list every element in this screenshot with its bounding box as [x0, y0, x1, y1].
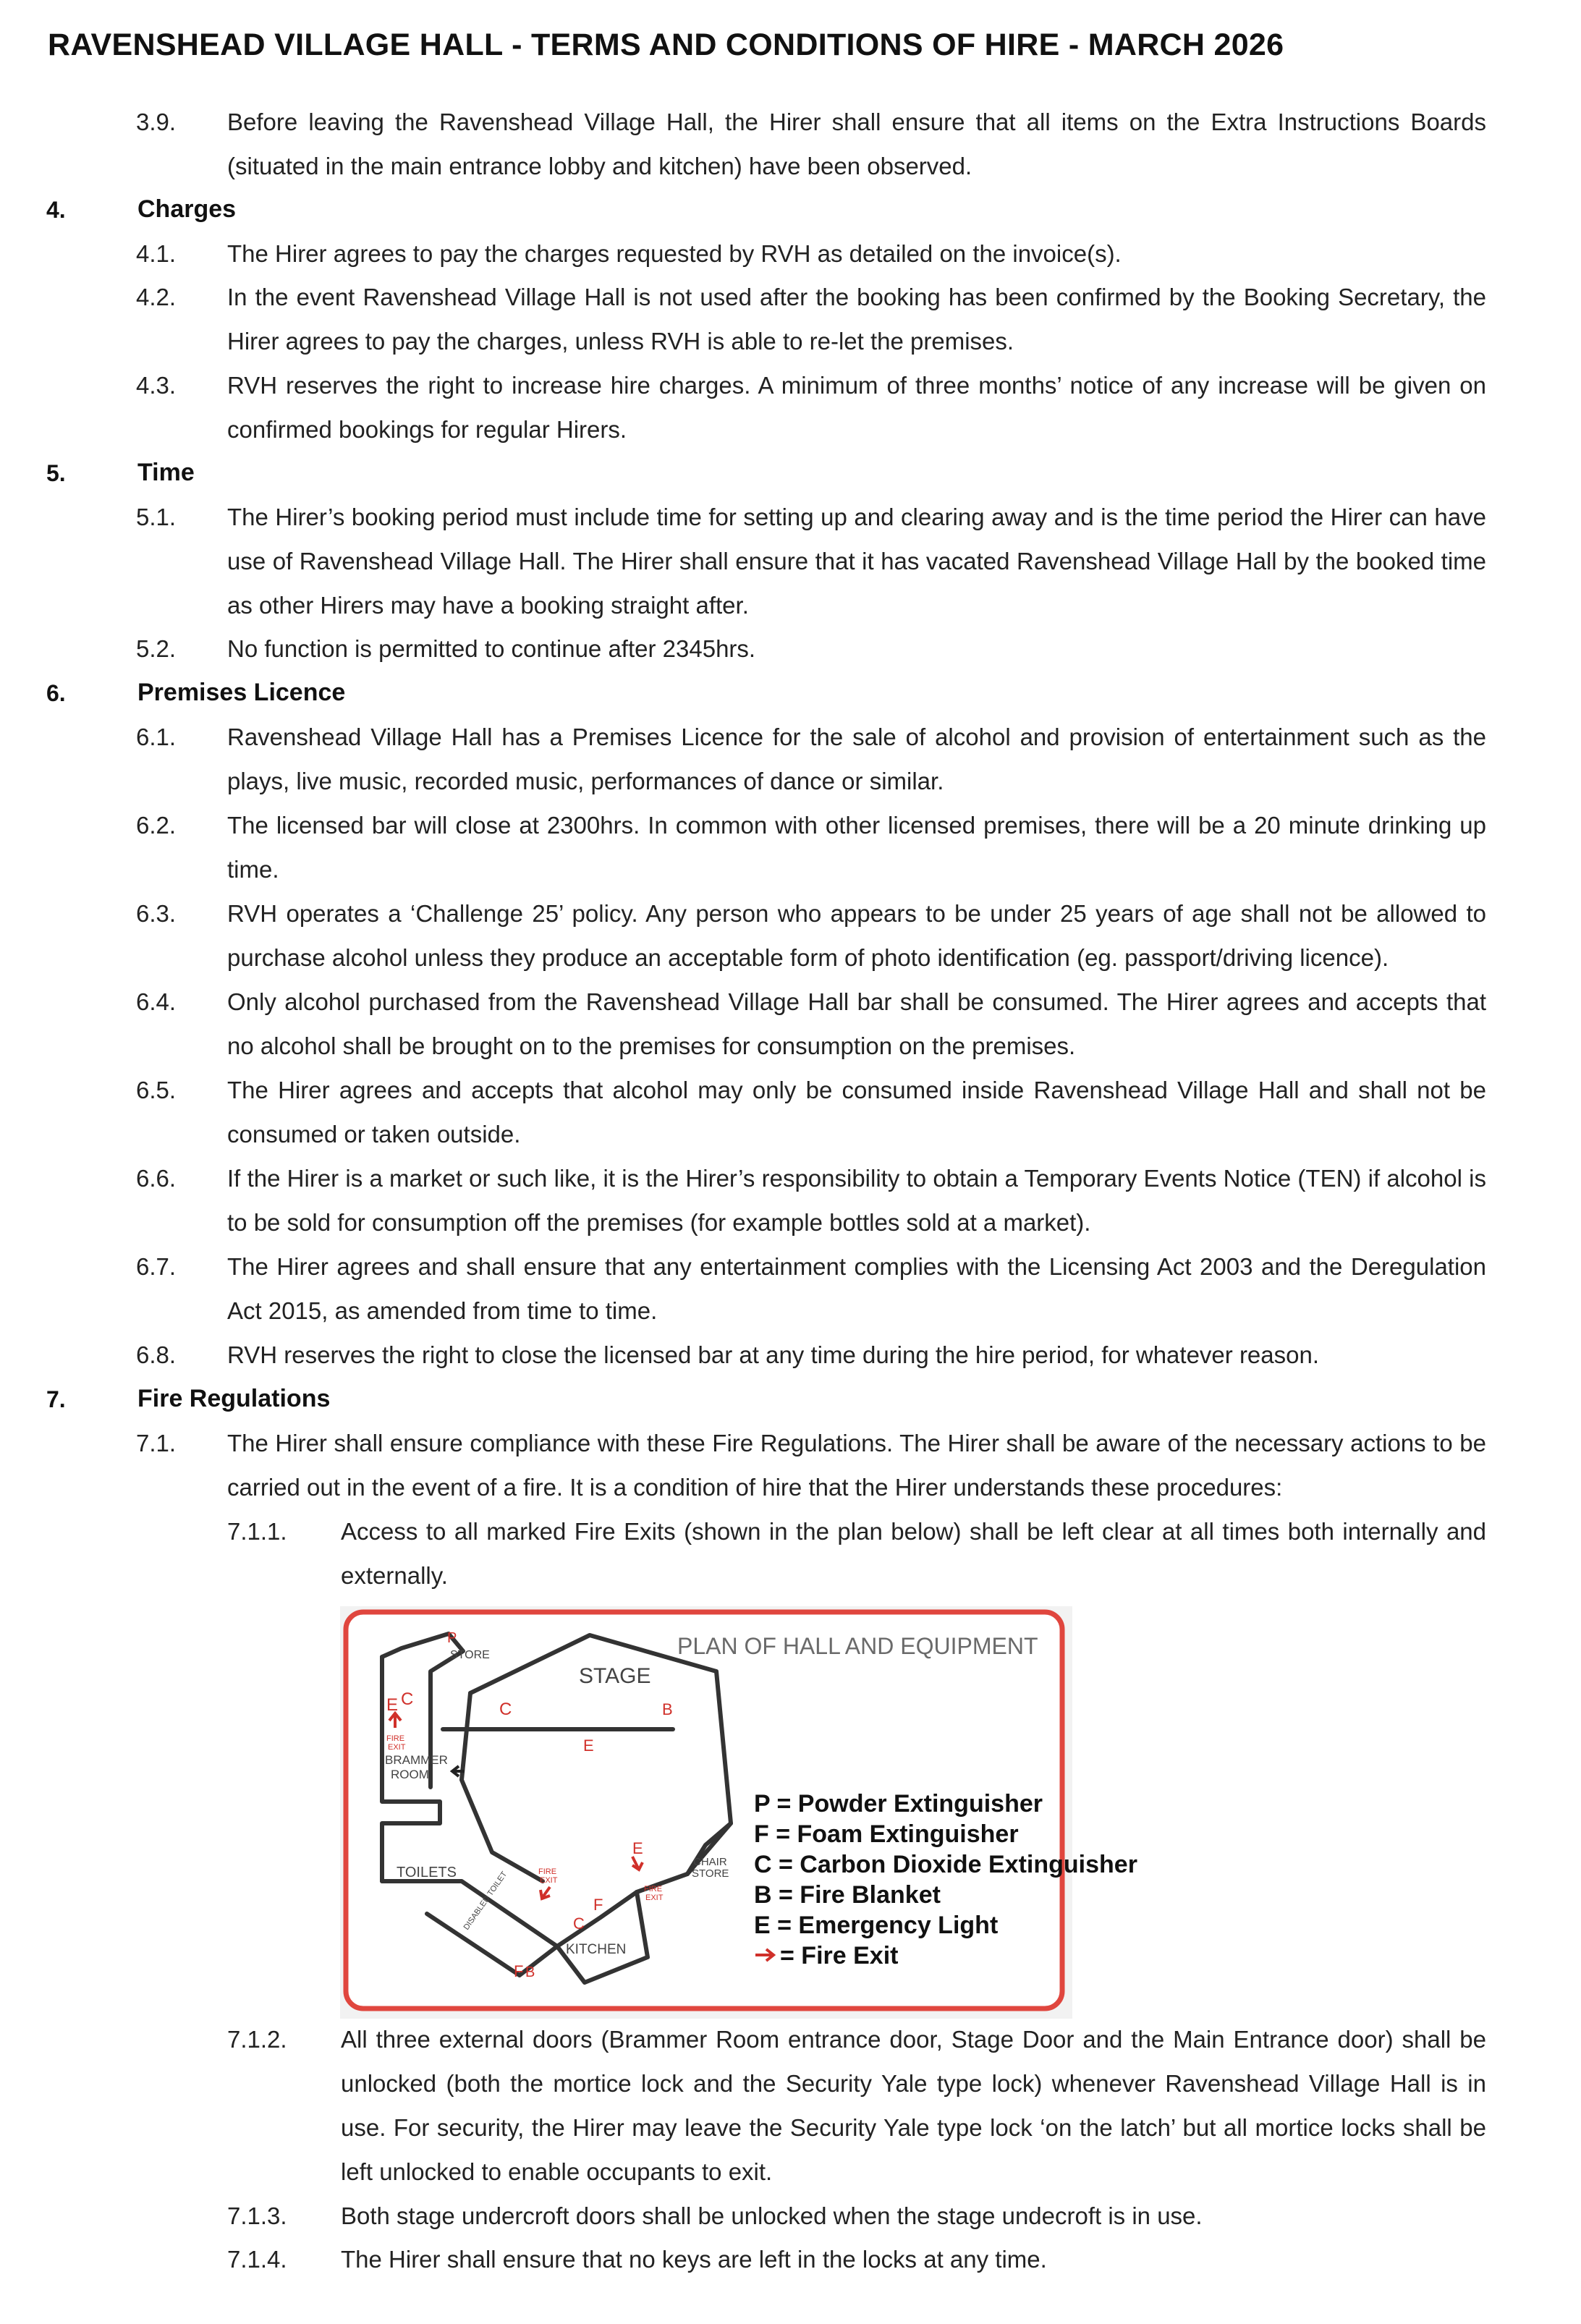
subclause-number: 7.1.4. [227, 2246, 287, 2273]
store-label: STORE [450, 1649, 490, 1661]
clause-text: RVH reserves the right to close the licensed bar at any time during the hire period, for whatever reason. [227, 1341, 1320, 1368]
legend-light: E = Emergency Light [754, 1912, 999, 1939]
emergency-light-mark: E [583, 1736, 594, 1755]
section-title: Premises Licence [137, 679, 346, 706]
legend-powder: P = Powder Extinguisher [754, 1790, 1043, 1818]
clause-text: RVH reserves the right to increase hire charges. A minimum of three months’ notice of any increase will be given on confirmed bookings for regular Hirers. [227, 372, 1486, 443]
legend-fire-exit: = Fire Exit [780, 1942, 899, 1969]
co2-extinguisher-mark: C [401, 1689, 414, 1709]
fire-exit-label: FIRE [644, 1885, 663, 1893]
subclause-text: The Hirer shall ensure that no keys are left in the locks at any time. [341, 2246, 1047, 2273]
page-title: RAVENSHEAD VILLAGE HALL - TERMS AND CONDITIONS OF HIRE - MARCH 2026 [48, 27, 1284, 62]
clause-number: 7.1. [136, 1430, 177, 1456]
clause-text: In the event Ravenshead Village Hall is not used after the booking has been confirmed by the Booking Secretary, the Hirer agrees to pay the charges, unless RVH is able to re-let the premises. [227, 284, 1486, 355]
clause-text: Before leaving the Ravenshead Village Hall, the Hirer shall ensure that all items on the Extra Instructions Boards (situated in the main entrance lobby and kitchen) have been observed. [227, 109, 1486, 179]
section-title: Fire Regulations [137, 1385, 331, 1412]
legend-co2: C = Carbon Dioxide Extinguisher [754, 1851, 1137, 1878]
clause-number: 6.1. [136, 724, 177, 750]
clause-number: 6.8. [136, 1341, 177, 1368]
clause-text: The Hirer shall ensure compliance with these Fire Regulations. The Hirer shall be aware of the necessary actions to be carried out in the event of a fire. It is a condition of hire that the Hirer understands these procedures: [227, 1430, 1486, 1501]
fire-exit-label: EXIT [388, 1743, 406, 1752]
brammer-room-label: BRAMMER [385, 1753, 448, 1767]
subclause-number: 7.1.2. [227, 2026, 287, 2053]
clause-number: 6.2. [136, 812, 177, 839]
section-title: Time [137, 459, 195, 486]
subclause-text: Access to all marked Fire Exits (shown in the plan below) shall be left clear at all times both internally and externally. [341, 1518, 1486, 1589]
legend-blanket: B = Fire Blanket [754, 1881, 941, 1909]
hall-plan [340, 1606, 1137, 2019]
clause-number: 6.3. [136, 900, 177, 927]
chair-store-label: CHAIR [693, 1856, 727, 1868]
clause-number: 4.1. [136, 240, 177, 267]
clause-text: No function is permitted to continue after 2345hrs. [227, 635, 756, 662]
hall-plan-svg [340, 1606, 1137, 2019]
clause-text: If the Hirer is a market or such like, it is the Hirer’s responsibility to obtain a Temporary Events Notice (TEN) if alcohol is to be sold for consumption off the premises (for example bottles sold at a market). [227, 1165, 1486, 1236]
clause-number: 6.7. [136, 1253, 177, 1280]
clause-number: 5.1. [136, 504, 177, 530]
section-number: 5. [46, 460, 66, 486]
clause-number: 6.4. [136, 988, 177, 1015]
section-title: Charges [137, 195, 237, 223]
emergency-light-mark: E [632, 1839, 643, 1857]
clause-text: The Hirer’s booking period must include time for setting up and clearing away and is the time period the Hirer can have use of Ravenshead Village Hall. The Hirer shall ensure that it has vacated Ravenshead Village Hall by the booked time as other Hirers may have a booking straight after. [227, 504, 1486, 619]
clause-text: The licensed bar will close at 2300hrs. In common with other licensed premises, there will be a 20 minute drinking up time. [227, 812, 1486, 883]
clause-text: The Hirer agrees and accepts that alcohol may only be consumed inside Ravenshead Village Hall and shall not be consumed or taken outside. [227, 1077, 1486, 1148]
co2-extinguisher-mark: C [573, 1914, 585, 1933]
foam-extinguisher-mark: F [514, 1962, 524, 1980]
kitchen-label: KITCHEN [566, 1942, 627, 1957]
clause-number: 4.3. [136, 372, 177, 399]
stage-label: STAGE [579, 1664, 651, 1688]
clause-text: The Hirer agrees to pay the charges requested by RVH as detailed on the invoice(s). [227, 240, 1122, 267]
subclause-number: 7.1.3. [227, 2202, 287, 2229]
subclause-text: All three external doors (Brammer Room entrance door, Stage Door and the Main Entrance door) shall be unlocked (both the mortice lock and the Security Yale type lock) whenever Ravenshead Village Hall is in use. For security, the Hirer may leave the Security Yale type lock ‘on the latch’ but all mortice locks shall be left unlocked to enable occupants to exit. [341, 2026, 1486, 2185]
clause-text: Only alcohol purchased from the Ravenshead Village Hall bar shall be consumed. The Hirer agrees and accepts that no alcohol shall be brought on to the premises for consumption on the premises. [227, 988, 1486, 1059]
disabled-toilet-label: DISABLED TOILET [462, 1870, 509, 1932]
subclause-number: 7.1.1. [227, 1518, 287, 1545]
section-number: 4. [46, 197, 66, 223]
section-number: 7. [46, 1386, 66, 1412]
subclause-text: Both stage undercroft doors shall be unlocked when the stage undecroft is in use. [341, 2202, 1203, 2229]
fire-exit-label: EXIT [540, 1876, 558, 1885]
clause-number: 6.5. [136, 1077, 177, 1103]
fire-blanket-mark: B [662, 1700, 673, 1718]
emergency-light-mark: E [386, 1695, 399, 1715]
section-number: 6. [46, 680, 66, 706]
clause-number: 3.9. [136, 109, 177, 135]
fire-blanket-mark: B [525, 1964, 535, 1980]
clause-number: 5.2. [136, 635, 177, 662]
clause-text: The Hirer agrees and shall ensure that any entertainment complies with the Licensing Act 2003 and the Deregulation Act 2015, as amended from time to time. [227, 1253, 1486, 1324]
fire-exit-label: FIRE [386, 1734, 405, 1743]
plan-title: PLAN OF HALL AND EQUIPMENT [677, 1633, 1038, 1659]
co2-extinguisher-mark: C [499, 1700, 512, 1719]
foam-extinguisher-mark: F [593, 1896, 603, 1914]
brammer-room-label: ROOM [391, 1768, 429, 1781]
chair-store-label: STORE [692, 1867, 729, 1880]
clause-number: 6.6. [136, 1165, 177, 1192]
powder-extinguisher-mark: P [447, 1630, 457, 1646]
toilets-label: TOILETS [397, 1865, 457, 1880]
fire-exit-label: EXIT [645, 1893, 664, 1902]
clause-number: 4.2. [136, 284, 177, 310]
fire-exit-label: FIRE [538, 1867, 557, 1876]
clause-text: Ravenshead Village Hall has a Premises Licence for the sale of alcohol and provision of entertainment such as the plays, live music, recorded music, performances of dance or similar. [227, 724, 1486, 794]
clause-text: RVH operates a ‘Challenge 25’ policy. Any person who appears to be under 25 years of age shall not be allowed to purchase alcohol unless they produce an acceptable form of photo identification (eg. passport/driving licence). [227, 900, 1486, 971]
legend-foam: F = Foam Extinguisher [754, 1820, 1019, 1848]
